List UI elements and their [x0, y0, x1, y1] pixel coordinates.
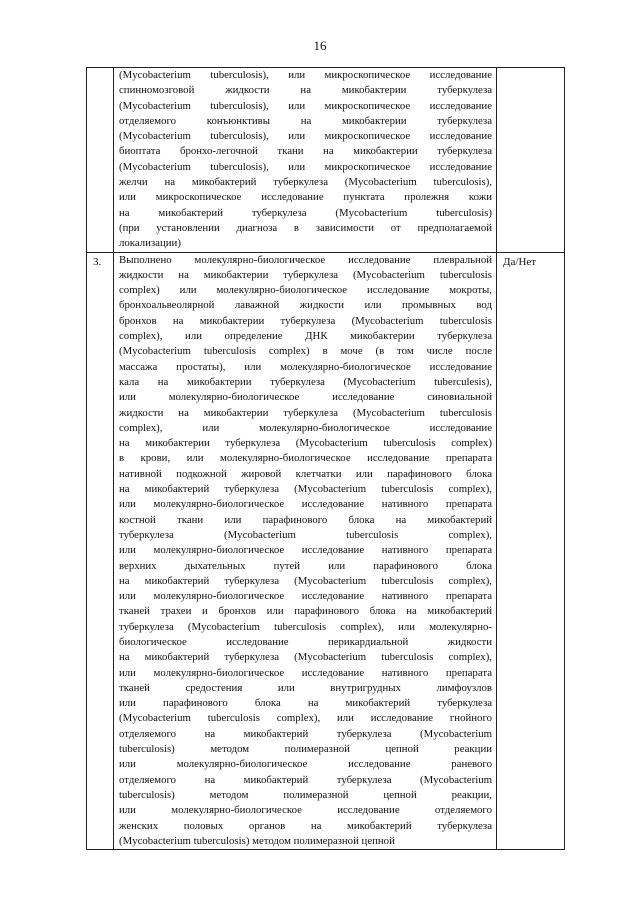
text-line: или молекулярно-биологическое исследование нативного препарата	[119, 544, 492, 557]
text-line: желчи на микобактерий туберкулеза (Mycobacterium tuberculosis),	[119, 176, 492, 189]
text-line: туберкулеза (Mycobacterium tuberculosis complex), или молекулярно-	[119, 620, 492, 633]
text-line: (Mycobacterium tuberculosis) методом полимеразной цепной	[119, 834, 395, 847]
text-line: complex) или молекулярно-биологическое исследование мокроты,	[119, 284, 492, 297]
text-line: или микроскопическое исследование пунктата пролежня кожи	[119, 191, 492, 204]
text-line: бронхоальвеолярной лаважной жидкости или промывных вод	[119, 299, 492, 312]
text-line: complex), или молекулярно-биологическое исследование	[119, 421, 492, 434]
text-line: биоптата бронхо-легочной ткани на микобактерии туберкулеза	[119, 145, 492, 158]
text-line: Выполнено молекулярно-биологическое исследование плевральной	[119, 253, 492, 266]
text-line: или молекулярно-биологическое исследование нативного препарата	[119, 498, 492, 511]
text-line: жидкости на микобактерии туберкулеза (Mycobacterium tuberculosis	[119, 406, 492, 419]
text-line: на микобактерии туберкулеза (Mycobacterium tuberculosis complex)	[119, 437, 492, 450]
table-row	[87, 68, 565, 253]
text-line: tuberculosis) методом полимеразной цепной реакции	[119, 743, 492, 756]
criteria-table	[86, 67, 565, 850]
text-line: на микобактерий туберкулеза (Mycobacterium tuberculosis)	[119, 206, 492, 219]
text-line: тканей средостения или внутригрудных лимфоузлов	[119, 681, 492, 694]
answer-cell	[497, 68, 565, 253]
text-line: жидкости на микобактерии туберкулеза (Mycobacterium tuberculosis	[119, 268, 492, 281]
criterion-text-cell	[114, 68, 497, 253]
text-line: массажа простаты), или молекулярно-биологическое исследование	[119, 360, 492, 373]
text-line: спинномозговой жидкости на микобактерии туберкулеза	[119, 84, 492, 97]
text-line: или молекулярно-биологическое исследование нативного препарата	[119, 590, 492, 603]
text-line: верхних дыхательных путей или парафинового блока	[119, 559, 492, 572]
text-line: тканей трахеи и бронхов или парафинового блока на микобактерий	[119, 605, 492, 618]
text-line: на микобактерий туберкулеза (Mycobacterium tuberculosis complex),	[119, 483, 492, 496]
text-line: отделяемого на микобактерий туберкулеза (Mycobacterium	[119, 727, 492, 740]
row-number-cell: 3.	[87, 252, 114, 850]
row-number-cell	[87, 68, 114, 253]
criterion-text-cell	[114, 252, 497, 850]
text-line: (Mycobacterium tuberculosis), или микроскопическое исследование	[119, 99, 492, 112]
page-number: 16	[313, 38, 327, 53]
table-row	[87, 252, 565, 850]
text-line: (Mycobacterium tuberculosis complex), или исследование гнойного	[119, 712, 492, 725]
text-line: или молекулярно-биологическое исследование отделяемого	[119, 804, 492, 817]
text-line: кала на микобактерии туберкулеза (Mycobacterium tuberculesis),	[119, 375, 492, 388]
text-line: нативной подкожной жировой клетчатки или парафинового блока	[119, 467, 492, 480]
text-line: отделяемого на микобактерий туберкулеза (Mycobacterium	[119, 773, 492, 786]
text-line: или парафинового блока на микобактерий туберкулеза	[119, 697, 492, 710]
text-line: отделяемого конъюнктивы на микобактерии туберкулеза	[119, 114, 492, 127]
text-line: или молекулярно-биологическое исследование синовиальной	[119, 391, 492, 404]
criterion-text	[119, 68, 492, 252]
text-line: туберкулеза (Mycobacterium tuberculosis complex),	[119, 528, 492, 541]
text-line: (Mycobacterium tuberculosis), или микроскопическое исследование	[119, 69, 492, 81]
text-line: или молекулярно-биологическое исследование раневого	[119, 758, 492, 771]
text-line: бронхов на микобактерии туберкулеза (Mycobacterium tuberculosis	[119, 314, 492, 327]
text-line: в крови, или молекулярно-биологическое исследование препарата	[119, 452, 492, 465]
text-line: tuberculosis) методом полимеразной цепной реакции,	[119, 788, 492, 801]
text-line: или молекулярно-биологическое исследование нативного препарата	[119, 666, 492, 679]
text-line: (Mycobacterium tuberculosis), или микроскопическое исследование	[119, 160, 492, 173]
criterion-text	[119, 253, 492, 850]
text-line: локализации)	[119, 237, 181, 250]
answer-cell: Да/Нет	[497, 252, 565, 850]
text-line: (Mycobacterium tuberculosis), или микроскопическое исследование	[119, 130, 492, 143]
text-line: биологическое исследование перикардиальной жидкости	[119, 635, 492, 648]
text-line: complex), или определение ДНК микобактерии туберкулеза	[119, 330, 492, 343]
text-line: женских половых органов на микобактерий туберкулеза	[119, 819, 492, 832]
text-line: на микобактерий туберкулеза (Mycobacterium tuberculosis complex),	[119, 651, 492, 664]
text-line: костной ткани или парафинового блока на микобактерий	[119, 513, 492, 526]
text-line: (при установлении диагноза в зависимости от предполагаемой	[119, 221, 492, 234]
text-line: на микобактерий туберкулеза (Mycobacterium tuberculosis complex),	[119, 574, 492, 587]
text-line: (Mycobacterium tuberculosis complex) в моче (в том числе после	[119, 345, 492, 358]
